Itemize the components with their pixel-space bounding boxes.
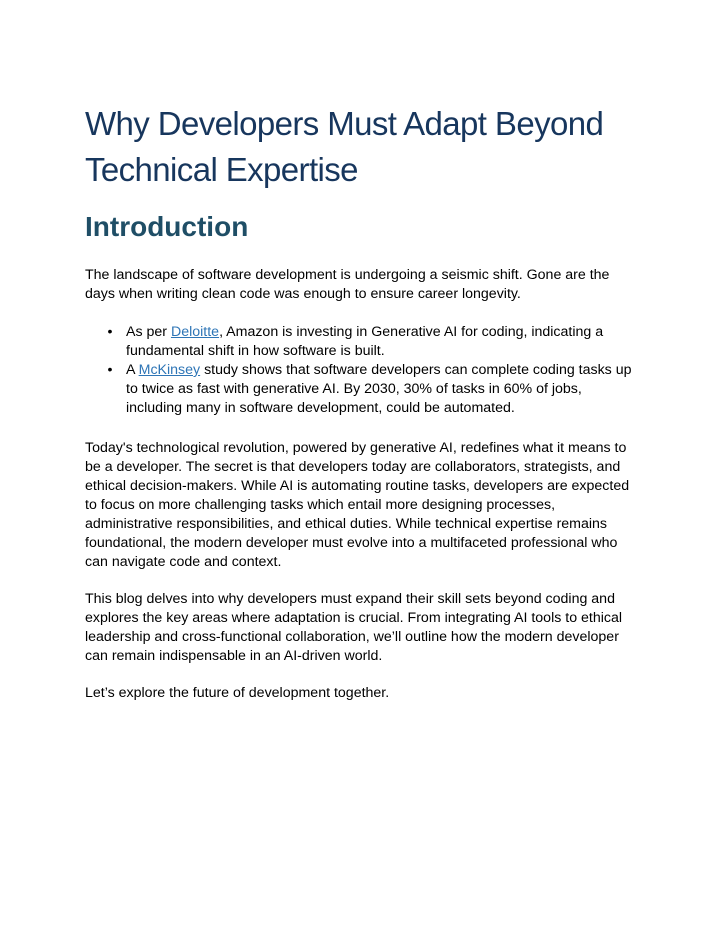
document-title: Why Developers Must Adapt Beyond Technical Expertise bbox=[85, 105, 604, 188]
bullet-marker: • bbox=[107, 362, 113, 378]
bullet-list bbox=[85, 323, 640, 418]
bullet-item-mckinsey bbox=[85, 361, 640, 418]
deloitte-link[interactable]: Deloitte bbox=[170, 324, 220, 340]
bullet-text-suffix: , Amazon is investing in Generative AI for coding, indicating a fundamental shift in how software is built. bbox=[126, 324, 604, 359]
closing-paragraph: Let’s explore the future of development together. bbox=[85, 685, 390, 701]
bullet-text-prefix: As per bbox=[126, 324, 171, 340]
section-heading-introduction: Introduction bbox=[85, 211, 249, 242]
bullet-item-deloitte bbox=[85, 323, 640, 361]
bullet-marker: • bbox=[107, 324, 113, 340]
bullet-text-suffix: study shows that software developers can complete coding tasks up to twice as fast with generative AI. By 2030, 30% of tasks in 60% of jobs, including many in software development, could be automated. bbox=[126, 362, 632, 416]
blog-overview-paragraph: This blog delves into why developers must expand their skill sets beyond coding and explores the key areas where adaptation is crucial. From integrating AI tools to ethical leadership and cross-functional collaboration, we’ll outline how the modern developer can remain indispensable in an AI-driven world. bbox=[85, 591, 623, 664]
bullet-text-prefix: A bbox=[126, 362, 139, 378]
revolution-paragraph: Today's technological revolution, powered by generative AI, redefines what it means to be a developer. The secret is that developers today are collaborators, strategists, and ethical decision-makers. While AI is automating routine tasks, developers are expected to focus on more challenging tasks which entail more designing processes, administrative responsibilities, and ethical duties. While technical expertise remains foundational, the modern developer must evolve into a multifaceted professional who can navigate code and context. bbox=[85, 440, 630, 570]
mckinsey-link[interactable]: McKinsey bbox=[138, 362, 201, 378]
intro-paragraph: The landscape of software development is undergoing a seismic shift. Gone are the days when writing clean code was enough to ensure career longevity. bbox=[85, 267, 610, 302]
